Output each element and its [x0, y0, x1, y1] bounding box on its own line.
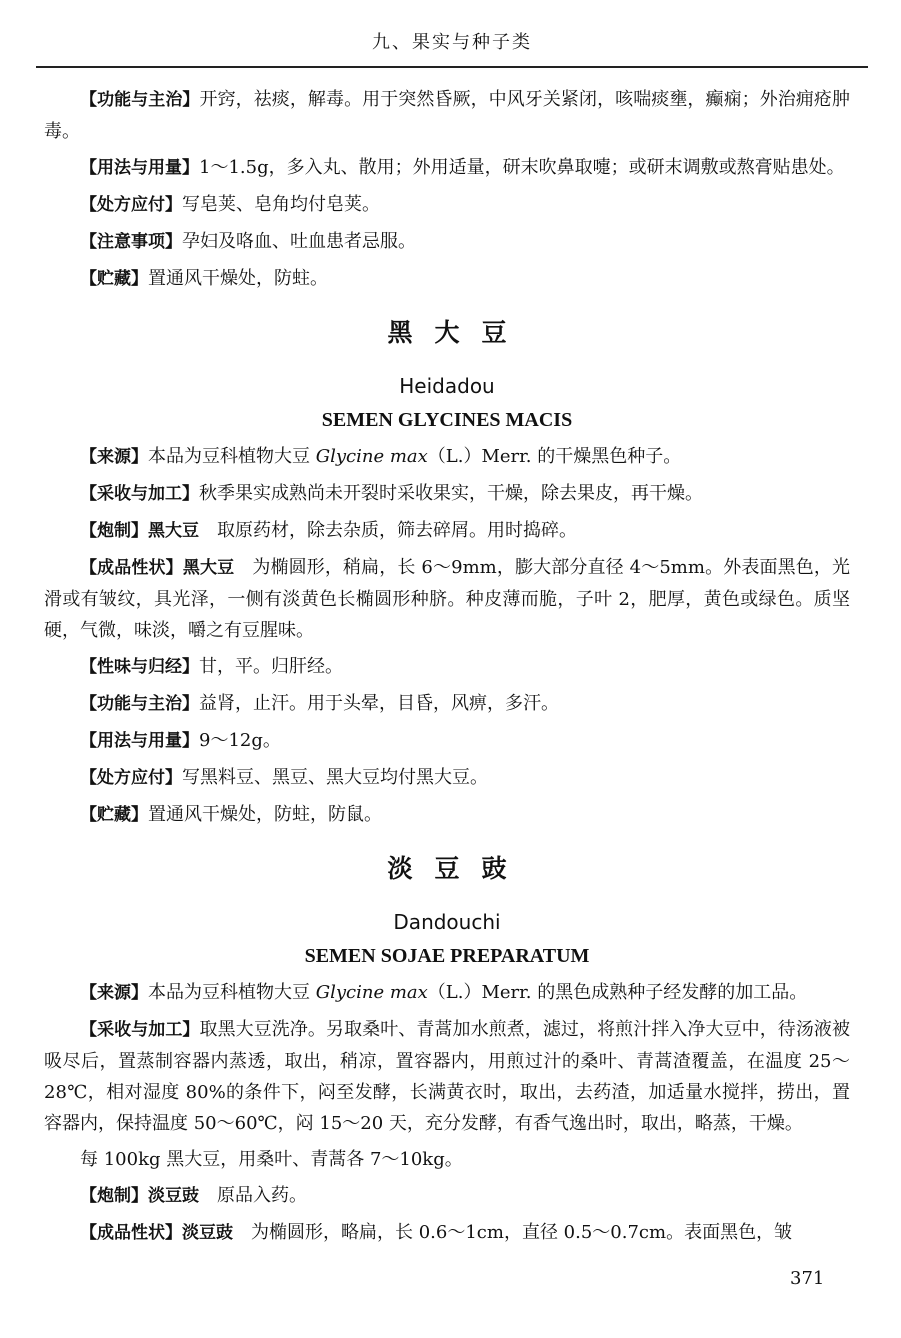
running-header: 九、果实与种子类 — [372, 32, 532, 53]
section-tag: 【贮藏】 — [80, 269, 148, 289]
page-content — [44, 84, 850, 1254]
section-text: 取原药材，除去杂质，筛去碎屑。用时捣碎。 — [199, 520, 577, 541]
section-tag: 【采收与加工】 — [80, 1020, 200, 1040]
ratio-paragraph — [44, 1144, 850, 1175]
usage-dosage-paragraph — [44, 152, 850, 184]
section-text: 写黑料豆、黑豆、黑大豆均付黑大豆。 — [182, 767, 488, 788]
product-term: 黑大豆 — [182, 558, 235, 578]
nature-meridian-paragraph — [44, 651, 850, 683]
section-text: 本品为豆科植物大豆 — [148, 982, 316, 1003]
prescription-paragraph — [44, 189, 850, 221]
section-text: 开窍，祛痰，解毒。用于突然昏厥，中风牙关紧闭，咳喘痰壅，癫痫；外治痈疮肿毒。 — [44, 89, 850, 142]
section-text: 原品入药。 — [199, 1185, 307, 1206]
section-tag: 【来源】 — [80, 983, 148, 1003]
monograph-pinyin: Heidadou — [399, 374, 495, 398]
function-indication-paragraph — [44, 688, 850, 720]
latin-species: Glycine max — [315, 446, 428, 467]
section-text: 孕妇及咯血、吐血患者忌服。 — [182, 231, 416, 252]
section-text: 置通风干燥处，防蛀。 — [148, 268, 328, 289]
section-text: （L.）Merr. 的干燥黑色种子。 — [427, 446, 682, 467]
section-tag: 【贮藏】 — [80, 805, 148, 825]
harvest-paragraph — [44, 478, 850, 510]
section-text: 为椭圆形，略扁，长 0.6～1cm，直径 0.5～0.7cm。表面黑色，皱 — [233, 1222, 793, 1243]
section-text: 甘，平。归肝经。 — [199, 656, 343, 677]
section-text: 置通风干燥处，防蛀，防鼠。 — [148, 804, 382, 825]
properties-paragraph — [44, 552, 850, 646]
properties-paragraph — [44, 1217, 850, 1249]
precautions-paragraph — [44, 226, 850, 258]
monograph-title: 淡豆豉 — [387, 854, 529, 883]
product-term: 淡豆豉 — [182, 1223, 233, 1243]
section-text: 秋季果实成熟尚未开裂时采收果实，干燥，除去果皮，再干燥。 — [199, 483, 703, 504]
product-term: 黑大豆 — [148, 521, 199, 541]
section-tag: 【注意事项】 — [80, 232, 182, 252]
section-text: 9～12g。 — [199, 730, 281, 751]
monograph-heading-heidadou — [44, 313, 850, 435]
monograph-pinyin: Dandouchi — [393, 910, 501, 934]
section-tag: 【来源】 — [80, 447, 148, 467]
section-text: 1～1.5g，多入丸、散用；外用适量，研末吹鼻取嚏；或研末调敷或熬膏贴患处。 — [199, 157, 845, 178]
section-text: 为椭圆形，稍扁，长 6～9mm，膨大部分直径 4～5mm。外表面黑色，光滑或有皱纹，具光泽，一侧有淡黄色长椭圆形种脐。种皮薄而脆，子叶 2，肥厚，黄色或绿色。质坚硬，气微，味淡，嚼之有豆腥味。 — [44, 557, 851, 641]
section-tag: 【功能与主治】 — [80, 90, 200, 110]
header-rule — [36, 66, 868, 68]
product-term: 淡豆豉 — [148, 1186, 199, 1206]
section-tag: 【用法与用量】 — [80, 731, 199, 751]
storage-paragraph — [44, 263, 850, 295]
section-tag: 【用法与用量】 — [80, 158, 199, 178]
section-text: 写皂荚、皂角均付皂荚。 — [182, 194, 380, 215]
section-text: 益肾，止汗。用于头晕，目昏，风痹，多汗。 — [199, 693, 559, 714]
latin-species: Glycine max — [315, 982, 428, 1003]
storage-paragraph — [44, 799, 850, 831]
section-tag: 【处方应付】 — [80, 195, 182, 215]
harvest-paragraph — [44, 1014, 850, 1139]
section-tag: 【性味与归经】 — [80, 657, 199, 677]
section-tag: 【成品性状】 — [80, 1223, 182, 1243]
section-text: 每 100kg 黑大豆，用桑叶、青蒿各 7～10kg。 — [80, 1149, 463, 1170]
section-tag: 【炮制】 — [80, 521, 148, 541]
section-tag: 【炮制】 — [80, 1186, 148, 1206]
section-tag: 【成品性状】 — [80, 558, 183, 578]
section-tag: 【功能与主治】 — [80, 694, 199, 714]
section-tag: 【处方应付】 — [80, 768, 182, 788]
section-text: 本品为豆科植物大豆 — [148, 446, 316, 467]
section-text: 取黑大豆洗净。另取桑叶、青蒿加水煎煮，滤过，将煎汁拌入净大豆中，待汤液被吸尽后，置蒸制容器内蒸透，取出，稍凉，置容器内，用煎过汁的桑叶、青蒿渣覆盖，在温度 25～28℃，相对湿度 80%的条件下，闷至发酵，长满黄衣时，取出，去药渣，加适量水搅拌，捞出，置容器内，保持温度 50～60℃，闷 15～20 天，充分发酵，有香气逸出时，取出，略蒸，干燥。 — [44, 1019, 850, 1134]
monograph-title: 黑大豆 — [387, 318, 529, 347]
monograph-latin-name: SEMEN GLYCINES MACIS — [321, 409, 573, 431]
usage-dosage-paragraph — [44, 725, 850, 757]
processing-paragraph — [44, 515, 850, 547]
prescription-paragraph — [44, 762, 850, 794]
page-number: 371 — [790, 1268, 825, 1289]
monograph-latin-name: SEMEN SOJAE PREPARATUM — [304, 945, 590, 967]
section-tag: 【采收与加工】 — [80, 484, 199, 504]
processing-paragraph — [44, 1180, 850, 1212]
source-paragraph — [44, 441, 850, 473]
function-indication-paragraph — [44, 84, 850, 147]
monograph-heading-dandouchi — [44, 849, 850, 971]
source-paragraph — [44, 977, 850, 1009]
section-text: （L.）Merr. 的黑色成熟种子经发酵的加工品。 — [427, 982, 808, 1003]
